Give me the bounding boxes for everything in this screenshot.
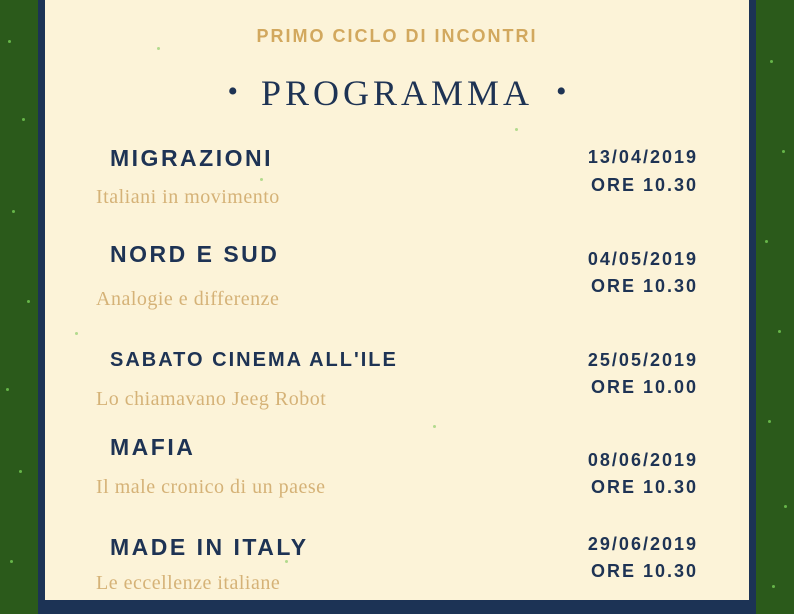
event-time: ORE 10.00 bbox=[590, 377, 698, 397]
event-date: 25/05/2019 bbox=[587, 350, 698, 370]
speckle bbox=[770, 60, 773, 63]
speckle bbox=[768, 420, 771, 423]
event-time: ORE 10.30 bbox=[590, 477, 698, 497]
event-date: 13/04/2019 bbox=[587, 147, 698, 167]
speckle bbox=[12, 210, 15, 213]
event-title: SABATO CINEMA ALL'ILE bbox=[110, 349, 398, 371]
speckle bbox=[772, 585, 775, 588]
event-time: ORE 10.30 bbox=[590, 175, 698, 195]
programme-panel bbox=[45, 0, 749, 600]
event-title: MADE IN ITALY bbox=[110, 534, 309, 560]
event-subtitle: Lo chiamavano Jeeg Robot bbox=[96, 388, 327, 410]
event-subtitle: Il male cronico di un paese bbox=[96, 476, 326, 498]
event-date: 08/06/2019 bbox=[587, 450, 698, 470]
event-date: 29/06/2019 bbox=[587, 534, 698, 554]
speckle bbox=[10, 560, 13, 563]
event-subtitle: Analogie e differenze bbox=[96, 288, 280, 310]
speckle bbox=[782, 150, 785, 153]
speckle bbox=[6, 388, 9, 391]
speckle bbox=[22, 118, 25, 121]
speckle bbox=[784, 505, 787, 508]
panel-speckle bbox=[260, 178, 263, 181]
programme-title: PROGRAMMA bbox=[260, 73, 534, 113]
speckle bbox=[765, 240, 768, 243]
panel-speckle bbox=[433, 425, 436, 428]
event-subtitle: Le eccellenze italiane bbox=[96, 572, 281, 594]
event-date: 04/05/2019 bbox=[587, 249, 698, 269]
bullet-icon: • bbox=[227, 75, 238, 108]
speckle bbox=[8, 40, 11, 43]
event-title: MIGRAZIONI bbox=[110, 145, 273, 171]
speckle bbox=[27, 300, 30, 303]
event-title: MAFIA bbox=[110, 434, 196, 460]
speckle bbox=[778, 330, 781, 333]
speckle bbox=[19, 470, 22, 473]
event-subtitle: Italiani in movimento bbox=[96, 186, 280, 208]
event-time: ORE 10.30 bbox=[590, 276, 698, 296]
panel-speckle bbox=[157, 47, 160, 50]
event-title: NORD E SUD bbox=[110, 241, 280, 267]
page-title bbox=[45, 72, 749, 114]
panel-speckle bbox=[75, 332, 78, 335]
event-time: ORE 10.30 bbox=[590, 561, 698, 581]
bullet-icon: • bbox=[556, 75, 567, 108]
cycle-subtitle: PRIMO CICLO DI INCONTRI bbox=[256, 26, 538, 46]
panel-speckle bbox=[515, 128, 518, 131]
